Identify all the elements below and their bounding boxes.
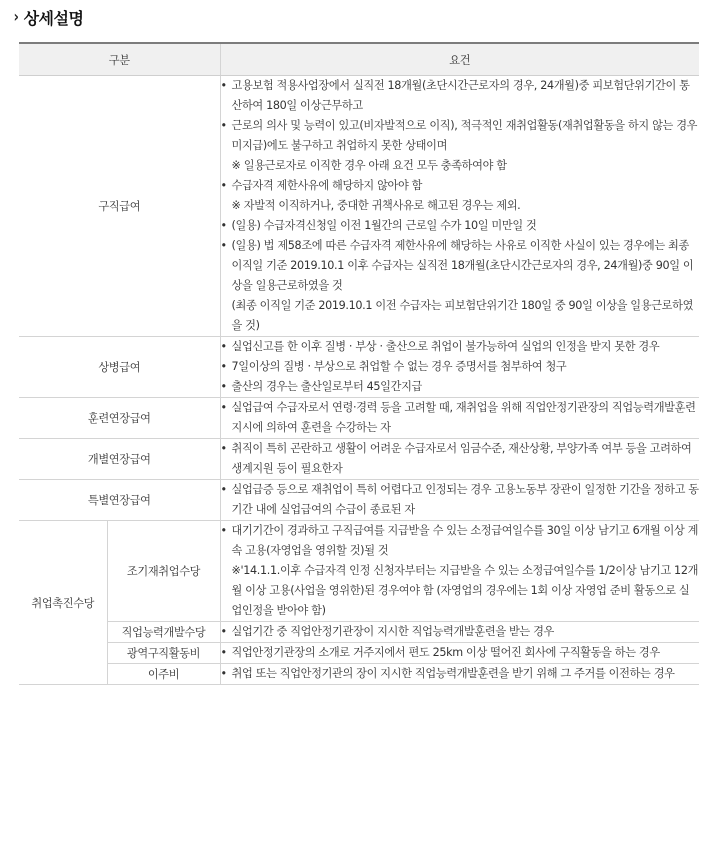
requirement-list [221, 643, 700, 663]
table-header-row [19, 43, 699, 76]
requirement-list [221, 398, 700, 438]
section-title: 상세설명 [23, 8, 84, 28]
table-row [19, 439, 699, 480]
table-row [19, 480, 699, 521]
row-requirement [220, 439, 699, 480]
row-category: 특별연장급여 [19, 480, 220, 521]
requirement-item: • 취업 또는 직업안정기관의 장이 지시한 직업능력개발훈련을 받기 위해 그 주거를 이전하는 경우 [221, 664, 700, 684]
requirement-note: ※'14.1.1.이후 수급자격 인정 신청자부터는 지급받을 수 있는 소정급여일수를 1/2이상 남기고 12개월 이상 고용(사업을 영위한)된 경우여야 함 (자영업의 경우에는 1회 이상 자영업 준비 활동으로 실업인정을 받아야 함) [231, 564, 699, 617]
requirement-list [221, 439, 700, 479]
row-requirement [220, 480, 699, 521]
header-category: 구분 [19, 43, 220, 76]
table-row [19, 76, 699, 337]
sub-category: 조기재취업수당 [107, 521, 220, 622]
header-requirement: 요건 [220, 43, 699, 76]
requirement-note: ※ 자발적 이직하거나, 중대한 귀책사유로 해고된 경우는 제외. [231, 199, 521, 212]
chevron-right-icon: › [13, 7, 19, 26]
requirement-item: • 실업신고를 한 이후 질병 · 부상 · 출산으로 취업이 불가능하여 실업의 인정을 받지 못한 경우 [221, 337, 700, 357]
requirement-item: • 수급자격 제한사유에 해당하지 않아야 함 [221, 176, 700, 196]
sub-category: 직업능력개발수당 [107, 622, 220, 643]
requirement-item: • 취직이 특히 곤란하고 생활이 어려운 수급자로서 임금수준, 재산상황, 부양가족 여부 등을 고려하여 생계지원 등이 필요한자 [221, 439, 700, 479]
requirement-list [221, 664, 700, 684]
sub-category: 이주비 [107, 664, 220, 685]
requirement-item: • 근로의 의사 및 능력이 있고(비자발적으로 이직), 적극적인 재취업활동(재취업활동을 하지 않는 경우 미지급)에도 불구하고 취업하지 못한 상태이며 [221, 116, 700, 156]
row-requirement [220, 643, 699, 664]
requirement-item: • (일용) 수급자격신청일 이전 1월간의 근로일 수가 10일 미만일 것 [221, 216, 700, 236]
row-requirement [220, 622, 699, 643]
requirement-list [221, 622, 700, 642]
detail-table [19, 42, 699, 685]
requirement-list [221, 76, 700, 336]
requirement-list [221, 480, 700, 520]
row-requirement [220, 664, 699, 685]
requirement-note: (최종 이직일 기준 2019.10.1 이전 수급자는 피보험단위기간 180일 중 90일 이상을 일용근로하였을 것) [231, 299, 694, 332]
row-requirement [220, 76, 699, 337]
requirement-list [221, 337, 700, 397]
requirement-list [221, 521, 700, 621]
requirement-item: • (일용) 법 제58조에 따른 수급자격 제한사유에 해당하는 사유로 이직한 사실이 있는 경우에는 최종 이직일 기준 2019.10.1 이후 수급자는 실직전 18개월(초단시간근로자의 경우, 24개월)중 90일 이상을 일용근로하였을 것 [221, 236, 700, 296]
table-row [19, 664, 699, 685]
requirement-item: • 대기기간이 경과하고 구직급여를 지급받을 수 있는 소정급여일수를 30일 이상 남기고 6개월 이상 계속 고용(자영업을 영위할 것)될 것 [221, 521, 700, 561]
row-category: 개별연장급여 [19, 439, 220, 480]
row-requirement [220, 337, 699, 398]
sub-category: 광역구직활동비 [107, 643, 220, 664]
requirement-item: • 실업급여 수급자로서 연령·경력 등을 고려할 때, 재취업을 위해 직업안정기관장의 직업능력개발훈련지시에 의하여 훈련을 수강하는 자 [221, 398, 700, 438]
table-row [19, 337, 699, 398]
requirement-note: ※ 일용근로자로 이직한 경우 아래 요건 모두 충족하여야 함 [231, 159, 507, 172]
row-category: 구직급여 [19, 76, 220, 337]
row-category: 훈련연장급여 [19, 398, 220, 439]
requirement-item: • 7일이상의 질병 · 부상으로 취업할 수 없는 경우 증명서를 첨부하여 청구 [221, 357, 700, 377]
group-category: 취업촉진수당 [19, 521, 107, 685]
table-row [19, 622, 699, 643]
requirement-item: • 실업기간 중 직업안정기관장이 지시한 직업능력개발훈련을 받는 경우 [221, 622, 700, 642]
section-heading [0, 0, 709, 34]
table-row [19, 398, 699, 439]
row-requirement [220, 398, 699, 439]
row-requirement [220, 521, 699, 622]
requirement-item: • 직업안정기관장의 소개로 거주지에서 편도 25km 이상 떨어진 회사에 구직활동을 하는 경우 [221, 643, 700, 663]
requirement-item: • 출산의 경우는 출산일로부터 45일간지급 [221, 377, 700, 397]
requirement-item: • 실업급증 등으로 재취업이 특히 어렵다고 인정되는 경우 고용노동부 장관이 일정한 기간을 정하고 동기간 내에 실업급여의 수급이 종료된 자 [221, 480, 700, 520]
table-row [19, 643, 699, 664]
requirement-item: • 고용보험 적용사업장에서 실직전 18개월(초단시간근로자의 경우, 24개월)중 피보험단위기간이 통산하여 180일 이상근무하고 [221, 76, 700, 116]
table-row [19, 521, 699, 622]
row-category: 상병급여 [19, 337, 220, 398]
